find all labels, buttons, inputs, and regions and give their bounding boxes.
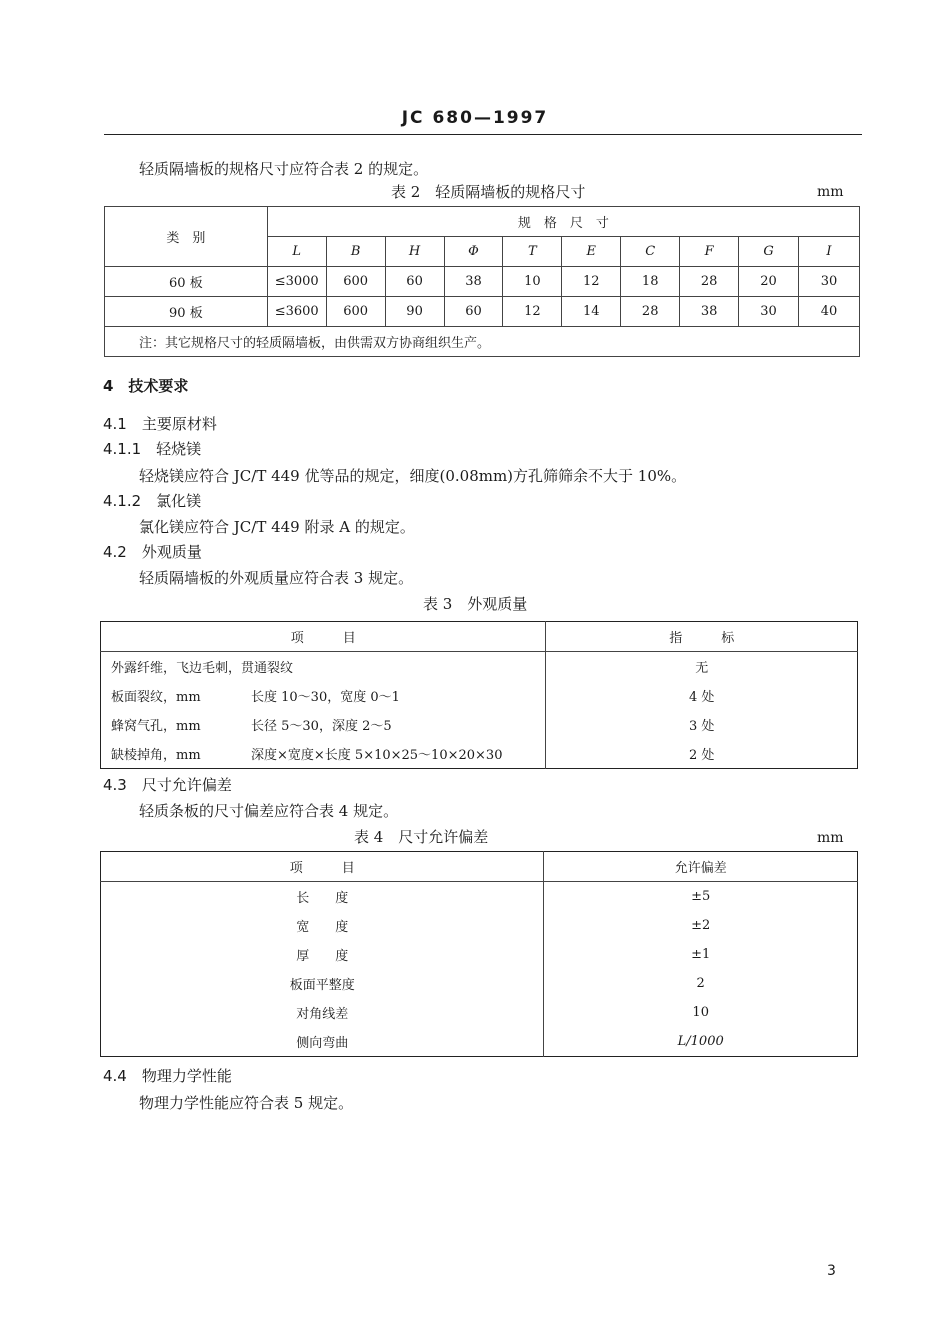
- table-row: [101, 911, 858, 940]
- table-row: [101, 652, 858, 682]
- table4-value-header: 允许偏差: [544, 852, 858, 882]
- table4-item-cell: 板面平整度: [101, 969, 544, 998]
- table-row: [101, 710, 858, 739]
- table-cell: 14: [562, 297, 621, 327]
- section-4-1-title: 4.1 主要原材料: [103, 415, 217, 433]
- table3-item-cell: [101, 652, 546, 682]
- table4-item-cell: 侧向弯曲: [101, 1027, 544, 1057]
- table-cell: 28: [621, 297, 680, 327]
- table-row: [105, 267, 860, 297]
- table2-col-header: F: [680, 237, 739, 267]
- table-cell: 12: [562, 267, 621, 297]
- section-4-3-title: 4.3 尺寸允许偏差: [103, 776, 232, 794]
- table-row: [105, 297, 860, 327]
- table4-value-cell: 10: [692, 1005, 709, 1020]
- section-4-2-title: 4.2 外观质量: [103, 543, 202, 561]
- table-cell: 12: [503, 297, 562, 327]
- table3-item-cell: [101, 739, 546, 769]
- table4-value-cell: ±1: [691, 947, 711, 962]
- table4-item-cell: 宽 度: [101, 911, 544, 940]
- table2-col-header: Φ: [444, 237, 503, 267]
- table2-col-header: I: [798, 237, 859, 267]
- table3-item-cell: [101, 681, 546, 710]
- table-row: [101, 681, 858, 710]
- table4-header-row: [101, 852, 858, 882]
- table-cell: ≤3000: [267, 267, 326, 297]
- table2-col-header: B: [326, 237, 385, 267]
- table-row: [101, 739, 858, 769]
- table2-header-row: [105, 207, 860, 237]
- table2-col-header: C: [621, 237, 680, 267]
- table2-note: 注：其它规格尺寸的轻质隔墙板，由供需双方协商组织生产。: [105, 327, 860, 357]
- table3-item-detail: 长度 10～30，宽度 0～1: [251, 690, 400, 705]
- table-cell: 28: [680, 267, 739, 297]
- table3-appearance-quality: [100, 621, 858, 769]
- table4-value-cell: L/1000: [677, 1034, 724, 1049]
- table2-col-header: G: [739, 237, 799, 267]
- section-4-4-title: 4.4 物理力学性能: [103, 1067, 232, 1085]
- table4-item-header: 项 目: [101, 852, 544, 882]
- table2-row-label: 90 板: [105, 297, 268, 327]
- table-row: [101, 940, 858, 969]
- document-code-header: JC 680—1997: [401, 108, 549, 128]
- section-4-1-2-text: 氯化镁应符合 JC/T 449 附录 A 的规定。: [139, 518, 415, 536]
- table2-category-header: 类 别: [105, 207, 268, 267]
- header-rule: [104, 134, 862, 135]
- table4-caption: 表 4 尺寸允许偏差: [354, 828, 489, 846]
- table-cell: 10: [503, 267, 562, 297]
- table-cell: 90: [385, 297, 444, 327]
- table3-value-cell: 4 处: [689, 690, 715, 705]
- section-4-title: 4 技术要求: [103, 377, 189, 395]
- section-4-1-2-title: 4.1.2 氯化镁: [103, 492, 202, 510]
- table3-item-detail: 长径 5～30，深度 2～5: [251, 719, 392, 734]
- table-cell: 60: [385, 267, 444, 297]
- section-4-3-text: 轻质条板的尺寸偏差应符合表 4 规定。: [139, 802, 399, 820]
- table3-item-name: 外露纤维，飞边毛刺，贯通裂纹: [111, 661, 294, 676]
- table-row: [101, 969, 858, 998]
- table3-item-detail: 深度×宽度×长度 5×10×25～10×20×30: [251, 748, 503, 763]
- table2-col-header: H: [385, 237, 444, 267]
- table2-specification: [104, 206, 860, 357]
- table-row: [101, 998, 858, 1027]
- table3-item-name: 缺棱掉角，mm: [111, 748, 201, 763]
- table3-item-cell: [101, 710, 546, 739]
- table2-row-label: 60 板: [105, 267, 268, 297]
- table2-note-row: [105, 327, 860, 357]
- table-cell: ≤3600: [267, 297, 326, 327]
- table4-tolerance: [100, 851, 858, 1057]
- table2-col-header: E: [562, 237, 621, 267]
- table3-value-cell: 2 处: [689, 748, 715, 763]
- intro-paragraph: 轻质隔墙板的规格尺寸应符合表 2 的规定。: [139, 160, 429, 178]
- table2-caption: 表 2 轻质隔墙板的规格尺寸: [391, 183, 586, 201]
- table2-col-header: L: [267, 237, 326, 267]
- table4-item-cell: 长 度: [101, 882, 544, 912]
- table4-item-cell: 对角线差: [101, 998, 544, 1027]
- table3-value-cell: 3 处: [689, 719, 715, 734]
- table3-index-header: 指 标: [546, 622, 858, 652]
- table3-item-name: 板面裂纹，mm: [111, 690, 201, 705]
- table4-value-cell: ±2: [691, 918, 711, 933]
- table3-header-row: [101, 622, 858, 652]
- table4-unit: mm: [817, 830, 844, 846]
- table-row: [101, 1027, 858, 1057]
- table2-spec-header: 规 格 尺 寸: [267, 207, 859, 237]
- table2-col-header: T: [503, 237, 562, 267]
- table-cell: 18: [621, 267, 680, 297]
- table2-unit: mm: [817, 184, 844, 200]
- table-cell: 38: [444, 267, 503, 297]
- table-cell: 38: [680, 297, 739, 327]
- table-cell: 20: [739, 267, 799, 297]
- table-cell: 30: [798, 267, 859, 297]
- table-cell: 600: [326, 267, 385, 297]
- table-cell: 600: [326, 297, 385, 327]
- table4-item-cell: 厚 度: [101, 940, 544, 969]
- section-4-1-1-title: 4.1.1 轻烧镁: [103, 440, 202, 458]
- table3-caption: 表 3 外观质量: [423, 595, 528, 613]
- table-cell: 30: [739, 297, 799, 327]
- table-cell: 40: [798, 297, 859, 327]
- section-4-2-text: 轻质隔墙板的外观质量应符合表 3 规定。: [139, 569, 414, 587]
- table3-item-header: 项 目: [101, 622, 546, 652]
- table4-value-cell: 2: [696, 976, 705, 991]
- table-cell: 60: [444, 297, 503, 327]
- section-4-4-text: 物理力学性能应符合表 5 规定。: [139, 1094, 354, 1112]
- page-number: 3: [827, 1263, 836, 1279]
- table-row: [101, 882, 858, 912]
- table3-item-name: 蜂窝气孔，mm: [111, 719, 201, 734]
- table3-value-cell: 无: [695, 661, 709, 676]
- section-4-1-1-text: 轻烧镁应符合 JC/T 449 优等品的规定，细度(0.08mm)方孔筛筛余不大于 10%。: [139, 467, 687, 485]
- table4-value-cell: ±5: [691, 889, 711, 904]
